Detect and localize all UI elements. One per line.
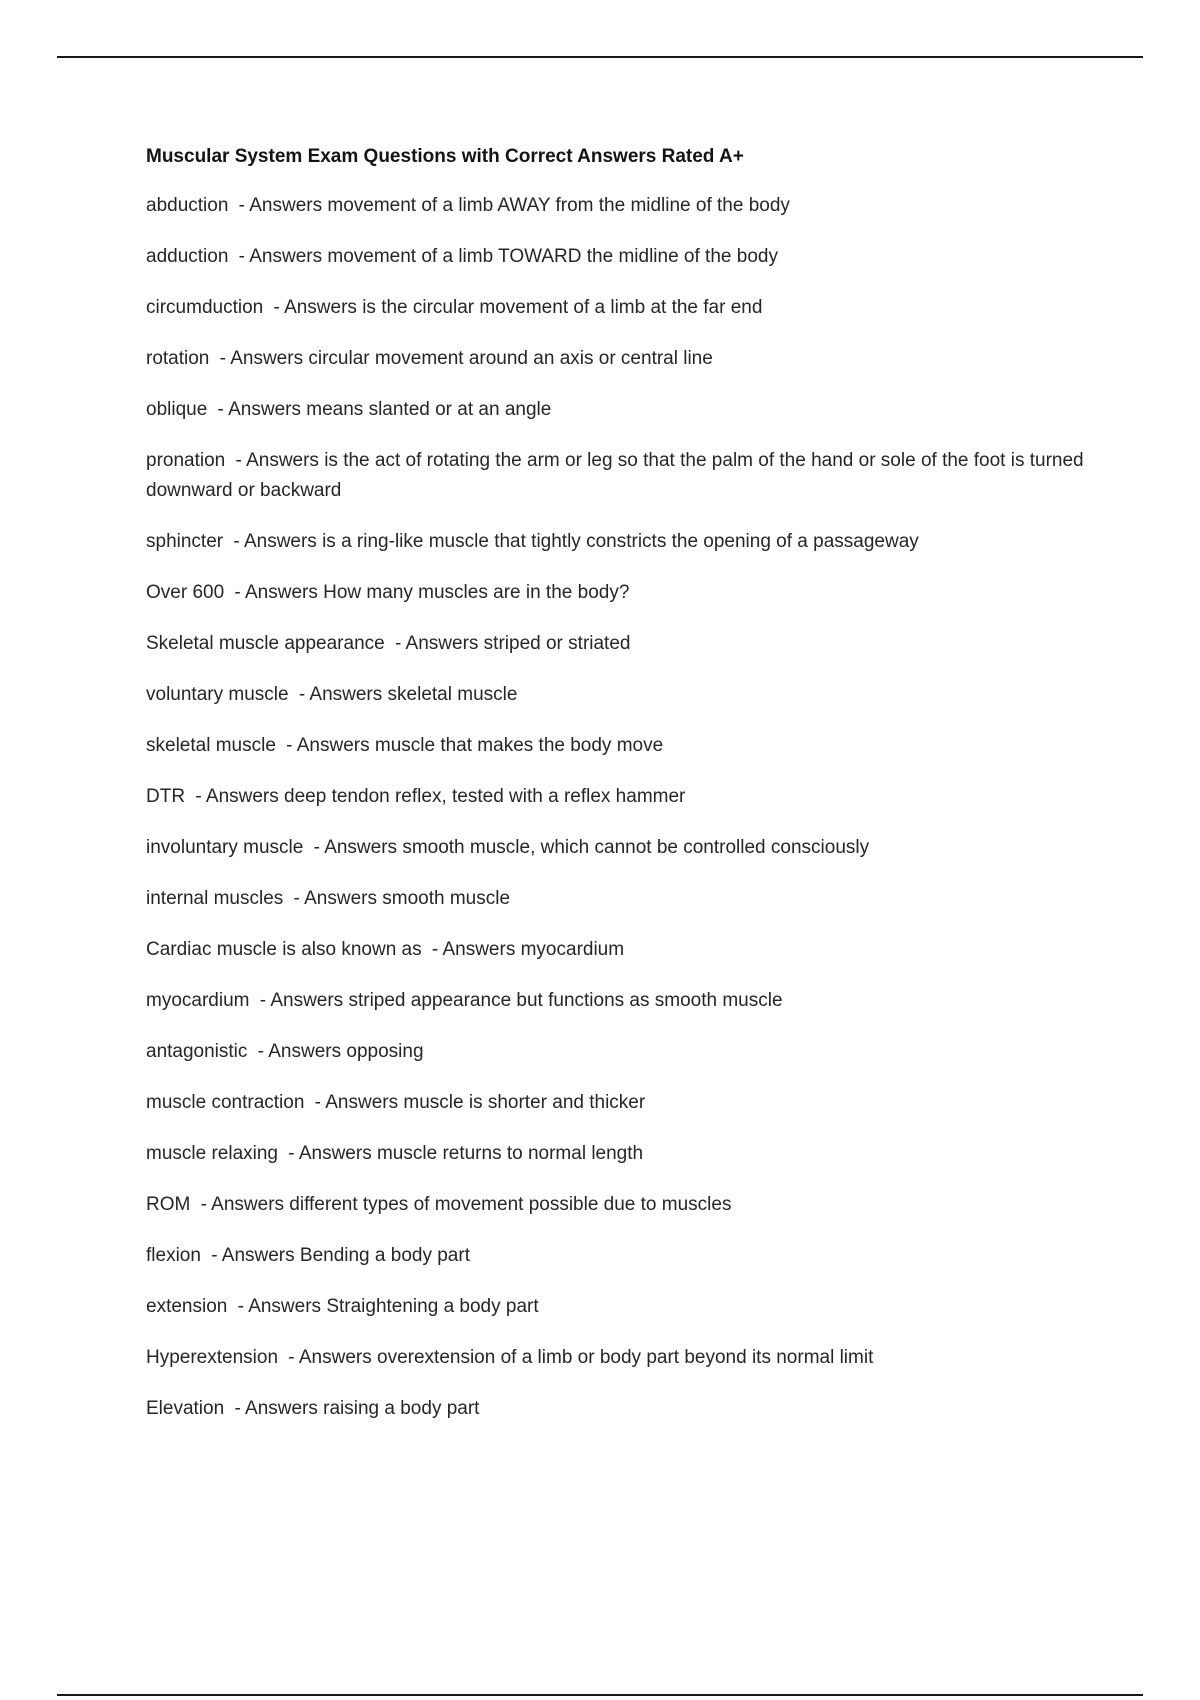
entry-answer: Answers means slanted or at an angle: [228, 399, 552, 420]
entry-term: abduction: [146, 195, 229, 216]
entry-answer: Answers is the act of rotating the arm or leg so that the palm of the hand or sole of the foot is turned downward or backward: [146, 450, 1084, 501]
entry-answer: Answers skeletal muscle: [309, 684, 518, 705]
entry-answer: Answers is a ring-like muscle that tightly constricts the opening of a passageway: [243, 531, 919, 552]
entry-term: Elevation: [146, 1398, 225, 1419]
entry-separator: [214, 348, 230, 369]
qa-entry: [146, 1394, 1086, 1424]
qa-entry: [146, 1139, 1086, 1169]
qa-entry: [146, 242, 1086, 272]
entry-separator: [268, 297, 284, 318]
entry-answer: Answers How many muscles are in the body?: [245, 582, 630, 603]
entry-term: adduction: [146, 246, 229, 267]
entry-separator: [252, 1041, 268, 1062]
qa-entry: [146, 1241, 1086, 1271]
entry-term: oblique: [146, 399, 208, 420]
entry-separator: [233, 246, 249, 267]
entry-answer: Answers deep tendon reflex, tested with a reflex hammer: [205, 786, 686, 807]
entry-term: rotation: [146, 348, 210, 369]
entry-separator: [206, 1245, 222, 1266]
entry-separator: [427, 939, 443, 960]
entry-answer: Answers striped or striated: [405, 633, 631, 654]
entry-answer: Answers Bending a body part: [221, 1245, 470, 1266]
entry-term: sphincter: [146, 531, 224, 552]
entry-term: voluntary muscle: [146, 684, 289, 705]
entry-separator: [283, 1347, 299, 1368]
qa-entry: [146, 782, 1086, 812]
entry-answer: Answers striped appearance but functions as smooth muscle: [270, 990, 783, 1011]
entry-separator: [309, 1092, 325, 1113]
entry-answer: Answers muscle is shorter and thicker: [325, 1092, 646, 1113]
entry-answer: Answers smooth muscle: [304, 888, 511, 909]
entry-term: myocardium: [146, 990, 250, 1011]
entry-term: Hyperextension: [146, 1347, 279, 1368]
qa-list: [146, 191, 1086, 1424]
entry-term: ROM: [146, 1194, 191, 1215]
entry-separator: [233, 195, 249, 216]
entry-term: pronation: [146, 450, 226, 471]
qa-entry: [146, 527, 1086, 557]
qa-entry: [146, 1037, 1086, 1067]
entry-answer: Answers muscle returns to normal length: [298, 1143, 644, 1164]
entry-separator: [288, 888, 304, 909]
entry-separator: [190, 786, 206, 807]
entry-answer: Answers overextension of a limb or body part beyond its normal limit: [298, 1347, 874, 1368]
document-title: Muscular System Exam Questions with Correct Answers Rated A+: [146, 146, 744, 167]
qa-entry: [146, 293, 1086, 323]
qa-entry: [146, 1190, 1086, 1220]
footer-rule: [57, 1694, 1143, 1696]
entry-term: Skeletal muscle appearance: [146, 633, 385, 654]
entry-term: DTR: [146, 786, 186, 807]
qa-entry: [146, 833, 1086, 863]
qa-entry: [146, 344, 1086, 374]
qa-entry: [146, 395, 1086, 425]
entry-separator: [308, 837, 324, 858]
entry-term: Cardiac muscle is also known as: [146, 939, 422, 960]
qa-entry: [146, 935, 1086, 965]
entry-separator: [195, 1194, 211, 1215]
entry-answer: Answers muscle that makes the body move: [296, 735, 664, 756]
entry-separator: [229, 1398, 245, 1419]
entry-separator: [390, 633, 406, 654]
entry-term: involuntary muscle: [146, 837, 304, 858]
qa-entry: [146, 884, 1086, 914]
qa-entry: [146, 1088, 1086, 1118]
entry-term: circumduction: [146, 297, 264, 318]
entry-separator: [230, 450, 246, 471]
entry-term: muscle relaxing: [146, 1143, 278, 1164]
entry-term: flexion: [146, 1245, 201, 1266]
qa-entry: [146, 191, 1086, 221]
entry-answer: Answers Straightening a body part: [248, 1296, 539, 1317]
qa-entry: [146, 680, 1086, 710]
entry-term: Over 600: [146, 582, 225, 603]
qa-entry: [146, 986, 1086, 1016]
entry-answer: Answers smooth muscle, which cannot be controlled consciously: [324, 837, 870, 858]
document-body: [146, 143, 1086, 1445]
qa-entry: [146, 1292, 1086, 1322]
qa-entry: [146, 578, 1086, 608]
header-rule: [57, 56, 1143, 58]
entry-term: antagonistic: [146, 1041, 248, 1062]
entry-answer: Answers movement of a limb TOWARD the midline of the body: [249, 246, 778, 267]
qa-entry: [146, 629, 1086, 659]
entry-term: muscle contraction: [146, 1092, 305, 1113]
entry-separator: [254, 990, 270, 1011]
entry-answer: Answers myocardium: [442, 939, 625, 960]
entry-answer: Answers circular movement around an axis or central line: [230, 348, 713, 369]
entry-separator: [283, 1143, 299, 1164]
entry-answer: Answers opposing: [268, 1041, 424, 1062]
entry-term: skeletal muscle: [146, 735, 276, 756]
qa-entry: [146, 1343, 1086, 1373]
entry-answer: Answers is the circular movement of a limb at the far end: [284, 297, 763, 318]
entry-answer: Answers movement of a limb AWAY from the midline of the body: [249, 195, 790, 216]
entry-separator: [281, 735, 297, 756]
entry-answer: Answers different types of movement possible due to muscles: [211, 1194, 732, 1215]
entry-separator: [228, 531, 244, 552]
qa-entry: [146, 446, 1086, 506]
entry-term: internal muscles: [146, 888, 284, 909]
qa-entry: [146, 731, 1086, 761]
entry-separator: [294, 684, 310, 705]
entry-separator: [232, 1296, 248, 1317]
entry-separator: [229, 582, 245, 603]
entry-term: extension: [146, 1296, 228, 1317]
entry-answer: Answers raising a body part: [245, 1398, 480, 1419]
entry-separator: [212, 399, 228, 420]
